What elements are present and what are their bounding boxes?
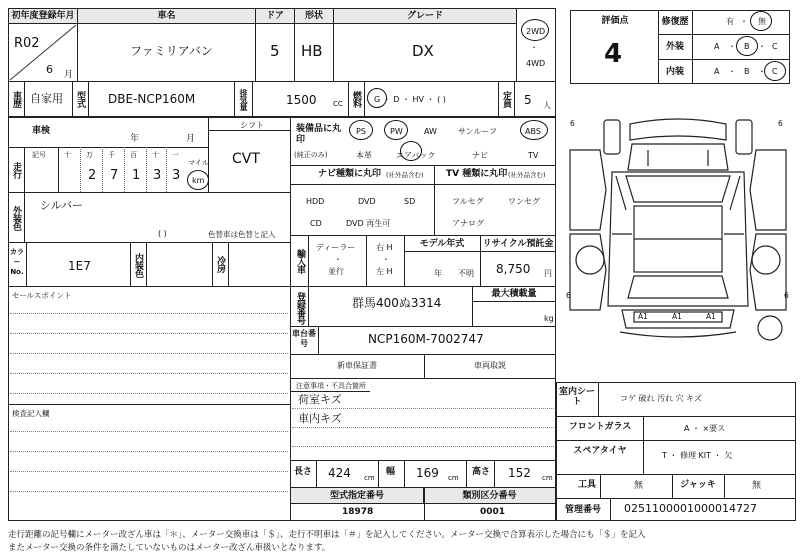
tv-fullseg: フルセグ — [452, 197, 484, 206]
length-label: 長さ — [294, 467, 313, 477]
equipment-label: 装備品に丸印 — [296, 124, 342, 145]
equip-abs-circle — [520, 120, 548, 140]
jack-value: 無 — [752, 481, 762, 491]
import-dealer: ディーラー — [316, 243, 356, 252]
repair-label: 修復歴 — [661, 17, 689, 27]
inspection-year-unit: 年 — [130, 134, 140, 144]
mgmt-label: 管理番号 — [564, 505, 601, 515]
tools-value: 無 — [634, 481, 644, 491]
shape-header: 形状 — [294, 8, 334, 24]
equip-tv: TV — [528, 151, 539, 160]
repair-no-circle — [750, 11, 772, 31]
chassis-label: 車台番号 — [292, 329, 316, 348]
color-label: 外装色 — [11, 206, 21, 230]
note-line-2: 車内キズ — [298, 412, 342, 425]
equip-aw: AW — [424, 127, 437, 136]
width-label: 幅 — [386, 467, 396, 477]
chassis-value: NCP160M-7002747 — [368, 332, 484, 346]
ext-opt-a: A — [714, 42, 720, 51]
jack-label: ジャッキ — [680, 480, 716, 490]
recycle-value: 8,750 — [496, 262, 531, 276]
int-opt-a: A — [714, 67, 720, 76]
height-unit: cm — [542, 474, 553, 482]
mileage-mile-label: マイル — [188, 159, 209, 167]
warranty-label: 新車保証書 — [337, 361, 377, 370]
recycle-label: リサイクル預託金 — [482, 238, 554, 249]
equip-airbag: エアバック — [396, 151, 436, 160]
windshield-label: フロントガラス — [568, 422, 632, 432]
tv-oneseg: ワンセグ — [508, 197, 540, 206]
height-label: 高さ — [472, 467, 491, 477]
seat-items: コゲ 破れ 汚れ 穴 キズ — [620, 394, 703, 403]
class-number-value: 0001 — [480, 507, 506, 517]
plate-label: 登録番号 — [295, 292, 305, 324]
navi-cd: CD — [310, 219, 322, 228]
diagram-mark-rear-3: A1 — [706, 312, 716, 321]
first-reg-header: 初年度登録年月 — [8, 8, 78, 24]
length-value: 424 — [328, 466, 351, 480]
row2-frame — [8, 81, 556, 117]
mgmt-value: 0251100001000014727 — [624, 502, 757, 515]
exterior-label: 外装 — [665, 42, 684, 52]
doors-header: ドア — [255, 8, 295, 24]
km-circle — [187, 170, 209, 190]
width-value: 169 — [416, 466, 439, 480]
rating-label: 評価点 — [601, 16, 629, 26]
steer-dot: ・ — [382, 255, 390, 264]
diagram-mark-rear-2: A1 — [672, 312, 682, 321]
color-no-value: 1E7 — [68, 259, 91, 273]
interior-label: 内装 — [665, 67, 684, 77]
int-c-circle — [764, 61, 786, 81]
displacement-label: 排気量 — [239, 88, 248, 110]
color-no-label: カラーNo. — [10, 248, 24, 276]
max-load-label: 最大積載量 — [491, 289, 537, 299]
mileage-digit-label-3: 百 — [130, 151, 137, 159]
ext-opt-sep1: ・ — [728, 42, 736, 51]
shift-value: CVT — [232, 151, 260, 167]
width-unit: cm — [448, 474, 459, 482]
repair-opt-yes: 有 — [726, 17, 734, 26]
drive-2wd-circle — [521, 19, 549, 41]
mileage-digit-5: 3 — [172, 168, 181, 183]
navi-dvd: DVD — [358, 197, 376, 206]
sales-point-label: セールスポイント — [12, 291, 72, 300]
inspection-month-unit: 月 — [186, 134, 196, 144]
displacement-unit: CC — [333, 100, 343, 108]
drive-2wd: 2WD — [526, 27, 546, 36]
fuel-g-circle — [367, 88, 387, 108]
model-year-label: モデル年式 — [419, 238, 465, 249]
note-line-1: 荷室キズ — [298, 393, 342, 406]
shape-value: HB — [301, 42, 323, 60]
drive-sep: ・ — [530, 43, 538, 52]
int-color-label: 内装色 — [133, 253, 143, 277]
diagram-mark-mid-left: 6 — [566, 291, 571, 300]
import-parallel: 並行 — [328, 267, 344, 276]
mileage-digit-1: 2 — [88, 168, 97, 183]
recycle-unit: 円 — [544, 269, 552, 278]
equip-leather: 本革 — [356, 151, 372, 160]
usage-label: 車歴 — [11, 91, 21, 107]
import-dot: ・ — [334, 255, 342, 264]
mileage-digit-label-2: 千 — [108, 151, 115, 159]
mileage-digit-2: 7 — [110, 168, 119, 183]
first-reg-month: 6 — [46, 63, 53, 76]
tv-note: (社外品含む) — [508, 171, 546, 179]
navi-dvd-play: DVD 再生可 — [346, 219, 391, 228]
mileage-digit-3: 1 — [132, 168, 141, 183]
rating-value: 4 — [604, 39, 623, 69]
steer-left: 左 H — [376, 267, 393, 276]
inspection-label: 車検 — [32, 126, 51, 136]
first-reg-month-unit: 月 — [64, 70, 74, 80]
equip-pw-circle — [384, 120, 408, 140]
repair-opt-no: 無 — [758, 17, 766, 26]
notes-label: 注意事項・不具合箇所 — [296, 382, 366, 390]
mileage-digit-4: 3 — [153, 168, 162, 183]
shift-label: シフト — [240, 121, 264, 130]
int-opt-c: C — [772, 67, 778, 76]
drive-4wd: 4WD — [526, 59, 546, 68]
ext-opt-sep2: ・ — [758, 42, 766, 51]
diagram-mark-top-right: 6 — [778, 119, 783, 128]
footer-line-2: またメーター交換の条件を満たしていないものはメーター改ざん車扱いとなります。 — [8, 543, 331, 553]
capacity-unit: 人 — [543, 101, 551, 110]
fuel-options: G ・ D ・ HV ・ ( ) — [374, 95, 446, 104]
model-year-unknown: 不明 — [458, 269, 474, 278]
mileage-label: 走行 — [11, 162, 21, 178]
equip-navi: ナビ — [472, 151, 488, 160]
height-value: 152 — [508, 466, 531, 480]
equip-pw: PW — [390, 127, 403, 136]
fuel-label: 燃料 — [351, 91, 361, 107]
model-value: DBE-NCP160M — [108, 92, 196, 106]
navi-note: (社外品含む) — [386, 171, 424, 179]
equip-ps: PS — [356, 127, 366, 136]
diagram-mark-mid-right: 6 — [784, 291, 789, 300]
int-opt-sep2: ・ — [758, 67, 766, 76]
navi-hdd: HDD — [306, 197, 325, 206]
color-value: シルバー — [40, 199, 83, 212]
import-label: 輸入車 — [295, 249, 305, 273]
type-designation-value: 18978 — [342, 507, 374, 517]
color-paren: ( ) — [158, 229, 167, 238]
grade-header: グレード — [333, 8, 517, 24]
mileage-digit-label-1: 万 — [86, 151, 93, 159]
capacity-label: 定員 — [501, 91, 511, 107]
manual-label: 車両取説 — [474, 361, 506, 370]
ext-opt-c: C — [772, 42, 778, 51]
model-year-unit: 年 — [434, 269, 442, 278]
equipment-sublabel: (純正のみ) — [294, 151, 328, 159]
spare-value: T ・ 修理 KIT ・ 欠 — [662, 451, 733, 460]
doors-value: 5 — [270, 42, 280, 60]
equip-ps-circle — [349, 120, 373, 140]
tools-label: 工具 — [577, 480, 596, 490]
ac-label: 冷房 — [215, 256, 225, 272]
int-opt-sep1: ・ — [728, 67, 736, 76]
equip-sunroof: サンルーフ — [458, 127, 497, 136]
mileage-digit-label-4: 十 — [152, 151, 159, 159]
mileage-km: km — [192, 176, 205, 185]
diagram-mark-top-left: 6 — [570, 119, 575, 128]
max-load-unit: kg — [544, 314, 554, 323]
tv-analog: アナログ — [452, 219, 484, 228]
navi-label: ナビ種類に丸印 — [318, 169, 382, 179]
model-label: 型式 — [75, 91, 85, 107]
ext-b-circle — [736, 36, 758, 56]
footer-line-1: 走行距離の記号欄にメーター改ざん車は「＊」、メーター交換車は「＄」、走行不明車は「＃」を記入してください。メーター交換で合算表示した場合にも「＄」を記入 — [8, 530, 646, 540]
grade-value: DX — [412, 42, 434, 60]
first-reg-year: R02 — [14, 36, 40, 51]
plate-value: 群馬400ぬ3314 — [352, 296, 442, 310]
tv-label: TV 種類に丸印 — [446, 169, 508, 179]
capacity-value: 5 — [524, 93, 532, 107]
spare-label: スペアタイヤ — [573, 446, 627, 456]
class-number-label: 類別区分番号 — [423, 487, 556, 504]
car-damage-diagram — [560, 110, 796, 370]
mileage-sym-label: 記号 — [32, 151, 46, 159]
car-name-header: 車名 — [77, 8, 256, 24]
inspector-label: 検査記入欄 — [12, 409, 50, 418]
type-designation-label: 型式指定番号 — [290, 487, 424, 504]
displacement-value: 1500 — [286, 93, 317, 107]
mileage-digit-label-5: 一 — [172, 151, 179, 159]
equip-abs: ABS — [525, 127, 541, 136]
diagram-mark-rear-1: A1 — [638, 312, 648, 321]
navi-sd: SD — [404, 197, 416, 206]
usage-value: 自家用 — [30, 92, 63, 105]
seat-label: 室内シート — [558, 387, 595, 407]
ext-opt-b: B — [744, 42, 750, 51]
repair-opt-sep: ・ — [740, 17, 748, 26]
equip-airbag-circle — [400, 141, 422, 161]
length-unit: cm — [364, 474, 375, 482]
windshield-value: A ・ ×要ス — [684, 424, 726, 433]
color-note: 色替車は色替と記入 — [208, 230, 276, 239]
steer-right: 右 H — [376, 243, 393, 252]
car-name-value: ファミリアバン — [130, 44, 213, 58]
mileage-digit-label-0: 十 — [64, 151, 71, 159]
int-opt-b: B — [744, 67, 750, 76]
